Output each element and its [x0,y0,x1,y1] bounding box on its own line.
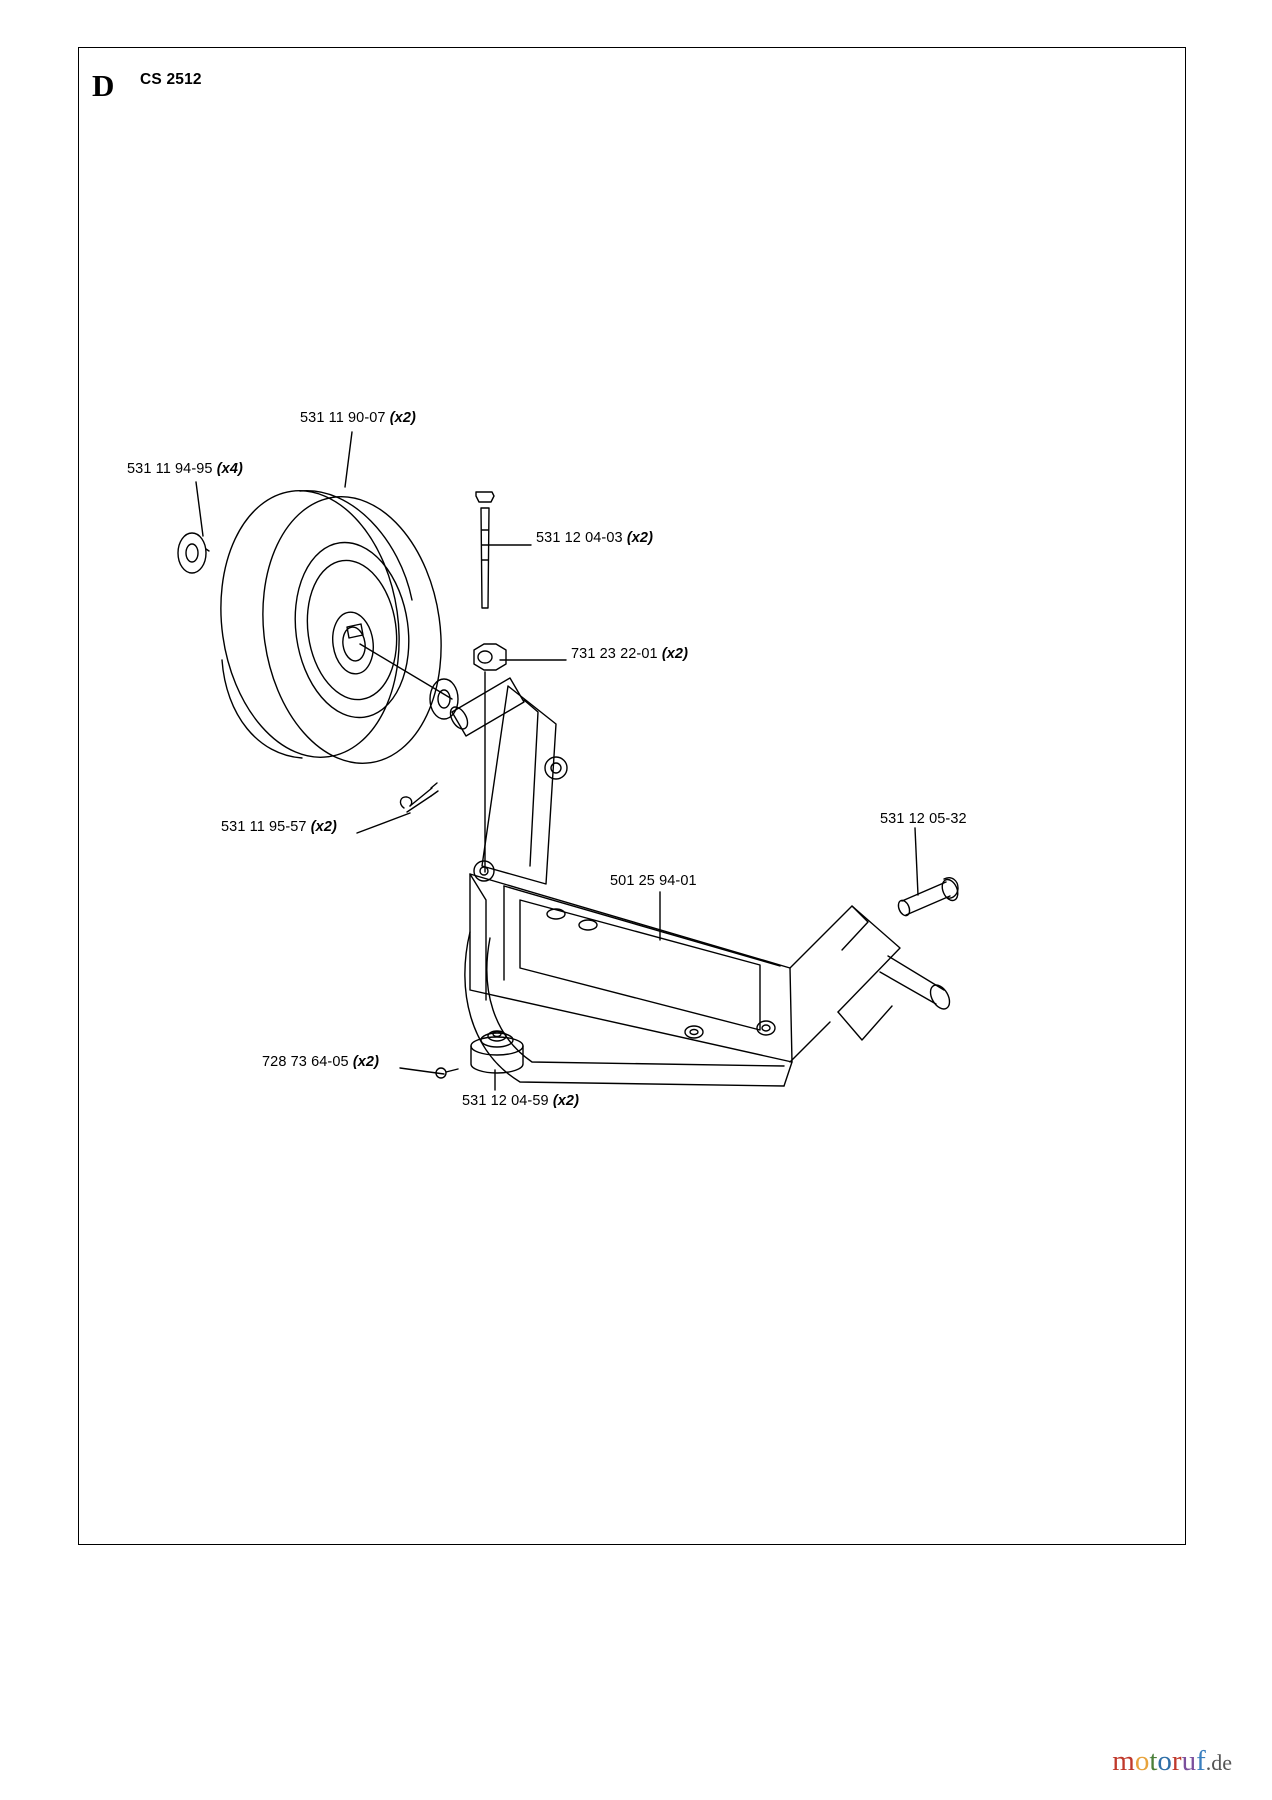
watermark-letter: r [1171,1745,1182,1777]
callout-bumper [462,1093,579,1109]
callout-frame [610,873,697,889]
callout-part-number: 731 23 22-01 [571,646,658,662]
watermark-letter: m [1112,1745,1135,1777]
callout-part-number: 531 12 05-32 [880,811,967,827]
watermark-motoruf [1112,1745,1232,1778]
callout-part-number: 531 11 90-07 [300,410,386,426]
callout-nut [571,646,688,662]
watermark-letter: o [1157,1745,1172,1777]
callout-bolt [536,530,653,546]
callout-part-number: 531 12 04-59 [462,1093,549,1109]
watermark-tld: .de [1205,1750,1232,1775]
watermark-letter: u [1181,1745,1197,1777]
callout-part-number: 531 11 94-95 [127,461,213,477]
callout-handle-grip [880,811,967,827]
callout-screw [262,1054,379,1070]
sheet-letter: D [92,68,115,103]
callout-cotter-pin [221,819,337,835]
callout-part-number: 501 25 94-01 [610,873,697,889]
callout-part-number: 531 12 04-03 [536,530,623,546]
callout-qty: (x2) [661,646,688,662]
model-label: CS 2512 [140,71,202,88]
watermark-letter: o [1134,1745,1150,1777]
callout-part-number: 728 73 64-05 [262,1054,349,1070]
callout-qty: (x2) [389,410,416,426]
callout-qty: (x2) [352,1054,379,1070]
callout-qty: (x2) [552,1093,579,1109]
callout-qty: (x2) [310,819,337,835]
watermark-letter: t [1149,1745,1158,1777]
callout-wheel [300,410,416,426]
callout-qty: (x4) [216,461,243,477]
diagram-frame [78,47,1186,1545]
watermark-letter: f [1196,1745,1206,1777]
callout-qty: (x2) [626,530,653,546]
callout-part-number: 531 11 95-57 [221,819,307,835]
callout-washer [127,461,243,477]
